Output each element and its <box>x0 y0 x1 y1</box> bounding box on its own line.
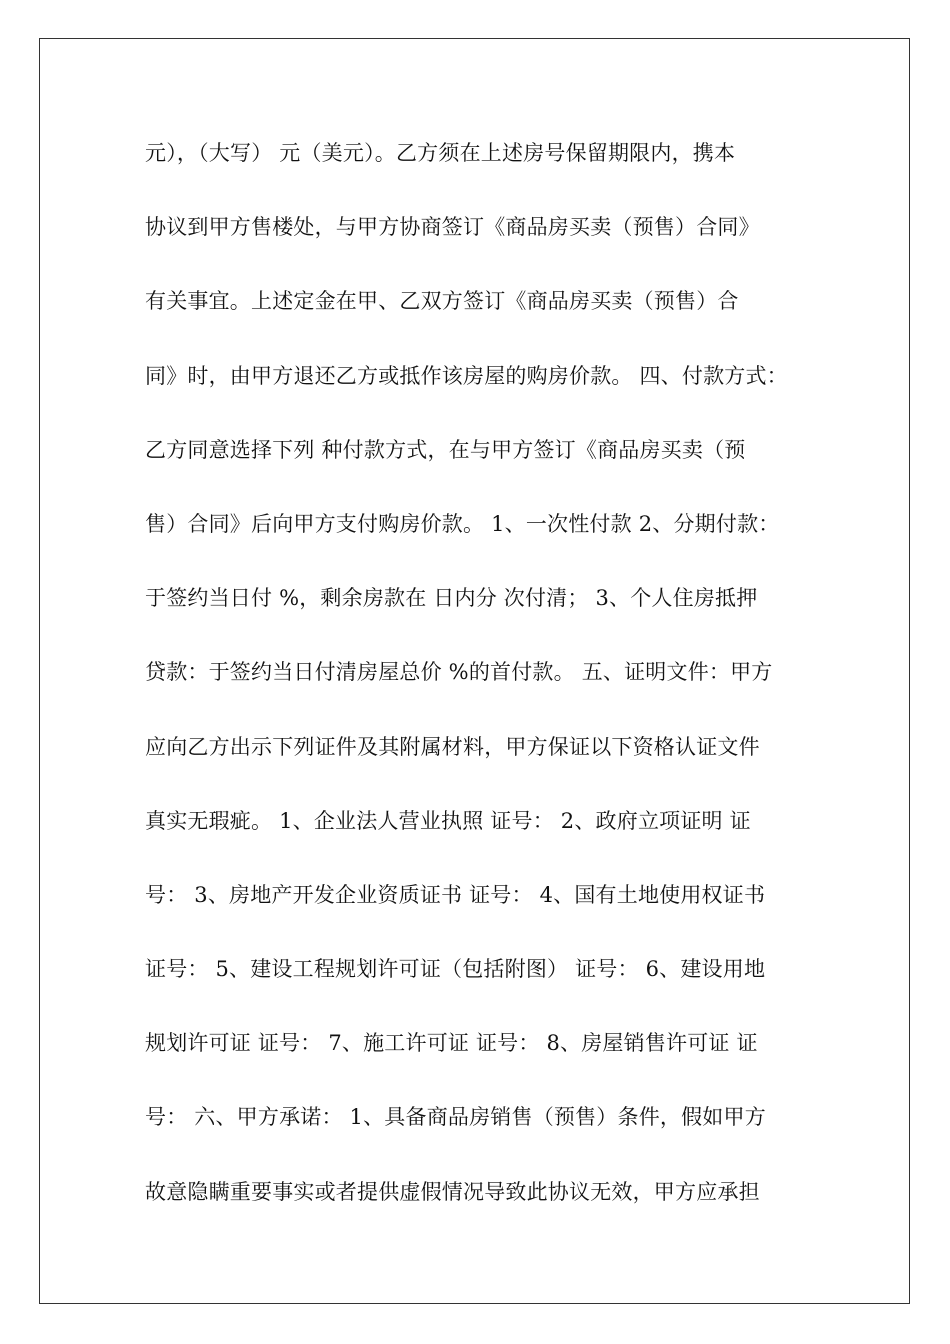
text-line: 号： 3、房地产开发企业资质证书 证号： 4、国有土地使用权证书 <box>145 882 766 907</box>
text-line: 有关事宜。上述定金在甲、乙双方签订《商品房买卖（预售）合 <box>145 289 739 314</box>
text-line: 售）合同》后向甲方支付购房价款。 1、一次性付款 2、分期付款： <box>145 511 780 536</box>
text-line: 元），（大写） 元（美元）。乙方须在上述房号保留期限内，携本 <box>145 141 736 165</box>
text-line: 真实无瑕疵。 1、企业法人营业执照 证号： 2、政府立项证明 证 <box>145 808 751 833</box>
text-line: 号： 六、甲方承诺： 1、具备商品房销售（预售）条件，假如甲方 <box>145 1105 766 1130</box>
text-line: 乙方同意选择下列 种付款方式，在与甲方签订《商品房买卖（预 <box>145 437 746 462</box>
text-line: 协议到甲方售楼处，与甲方协商签订《商品房买卖（预售）合同》 <box>145 215 760 240</box>
text-line: 证号： 5、建设工程规划许可证（包括附图） 证号： 6、建设用地 <box>145 957 766 982</box>
text-line: 同》时，由甲方退还乙方或抵作该房屋的购房价款。 四、付款方式： <box>145 363 788 388</box>
text-line: 应向乙方出示下列证件及其附属材料，甲方保证以下资格认证文件 <box>145 734 760 759</box>
text-line: 故意隐瞒重要事实或者提供虚假情况导致此协议无效，甲方应承担 <box>145 1179 760 1204</box>
document-body <box>145 133 825 1246</box>
text-line: 规划许可证 证号： 7、施工许可证 证号： 8、房屋销售许可证 证 <box>145 1031 758 1056</box>
text-line: 于签约当日付 %，剩余房款在 日内分 次付清； 3、个人住房抵押 <box>145 586 758 611</box>
text-line: 贷款：于签约当日付清房屋总价 %的首付款。 五、证明文件：甲方 <box>145 660 773 685</box>
